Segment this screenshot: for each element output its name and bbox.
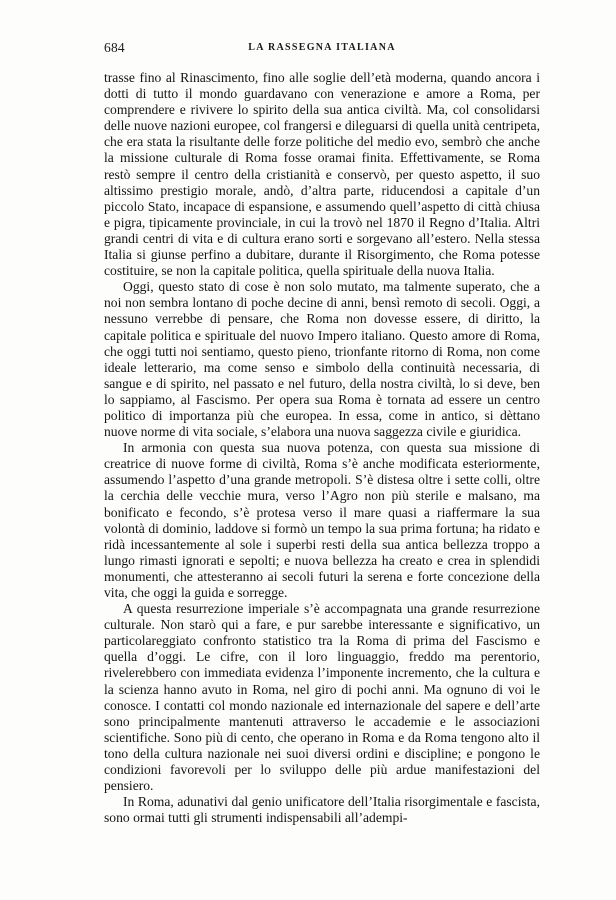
paragraph: In armonia con questa sua nuova potenza, con questa sua missione di creatrice di nuove forme di civiltà, Roma s’è anche modificata esteriormente, assumendo l’aspetto d’una grande metropoli. S’è distesa oltre i sette colli, oltre la cerchia delle vecchie mura, verso l’Agro non più sterile e malsano, ma bonificato e fecondo, s’è protesa verso il mare quasi a riaffermare la sua volontà di dominio, laddove si formò un tempo la sua prima fortuna; ha ridato e ridà incessantemente al sole i superbi resti della sua antica bellezza troppo a lungo rimasti ignorati e sepolti; e nuova bellezza ha creato e crea in splendidi monumenti, che attesteranno ai secoli futuri la serena e forte concezione della vita, che oggi la guida e sorregge. [104, 440, 540, 600]
running-header [104, 40, 540, 60]
paragraph: In Roma, adunativi dal genio unificatore dell’Italia risorgimentale e fascista, sono ormai tutti gli strumenti indispensabili all’adempi- [104, 794, 540, 826]
paragraph: Oggi, questo stato di cose è non solo mutato, ma talmente superato, che a noi non sembra lontano di poche decine di anni, bensì remoto di secoli. Oggi, a nessuno verrebbe di pensare, che Roma non dovesse essere, di diritto, la capitale politica e spirituale del nuovo Impero italiano. Questo amore di Roma, che oggi tutti noi sentiamo, questo pieno, trionfante ritorno di Roma, non come ideale letterario, ma come senso e simbolo della continuità necessaria, di sangue e di spirito, nel passato e nel futuro, della nostra civiltà, lo si deve, ben lo sappiamo, al Fascismo. Per opera sua Roma è tornata ad essere un centro politico di importanza più che europea. In essa, come in antico, si dèttano nuove norme di vita sociale, s’elabora una nuova saggezza civile e giuridica. [104, 279, 540, 440]
journal-title: LA RASSEGNA ITALIANA [248, 42, 396, 53]
paragraph: A questa resurrezione imperiale s’è accompagnata una grande resurrezione culturale. Non starò qui a fare, e pur sarebbe interessante e significativo, un particolareggiato confronto statistico tra la Roma di prima del Fascismo e quella d’oggi. Le cifre, con il loro linguaggio, freddo ma perentorio, rivelerebbero con immediata evidenza l’imponente incremento, che la cultura e la scienza hanno avuto in Roma, nel giro di pochi anni. Ma ognuno di voi le conosce. I contatti col mondo nazionale ed internazionale del sapere e dell’arte sono principalmente mantenuti attraverso le accademie e le associazioni scientifiche. Sono più di cento, che operano in Roma e da Roma tengono alto il tono della cultura nazionale nei suoi diversi ordini e discipline; e pongono le condizioni favorevoli per lo sviluppo delle più ardue manifestazioni del pensiero. [104, 601, 540, 794]
paragraph-continued: trasse fino al Rinascimento, fino alle soglie dell’età moderna, quando ancora i dotti di tutto il mondo guardavano con venerazione e amore a Roma, per comprendere e rivivere lo spirito della sua antica civiltà. Ma, col consolidarsi delle nuove nazioni europee, col frangersi e dileguarsi di quella unità centripeta, che era stata la risultante delle forze politiche del medio evo, sembrò che anche la missione culturale di Roma fosse oramai finita. Effettivamente, se Roma restò sempre il centro della cristianità e conservò, per questo aspetto, il suo altissimo prestigio morale, andò, d’altra parte, riducendosi a capitale d’un piccolo Stato, incapace di espansione, e assumendo quell’aspetto di città chiusa e pigra, tipicamente provinciale, in cui la trovò nel 1870 il Regno d’Italia. Altri grandi centri di vita e di cultura erano sorti e sorgevano all’estero. Nella stessa Italia si giunse perfino a dubitare, durante il Risorgimento, che Roma potesse costituire, se non la capitale politica, quella spirituale della nuova Italia. [104, 70, 540, 279]
body-text [104, 70, 540, 826]
page-number: 684 [104, 40, 125, 55]
